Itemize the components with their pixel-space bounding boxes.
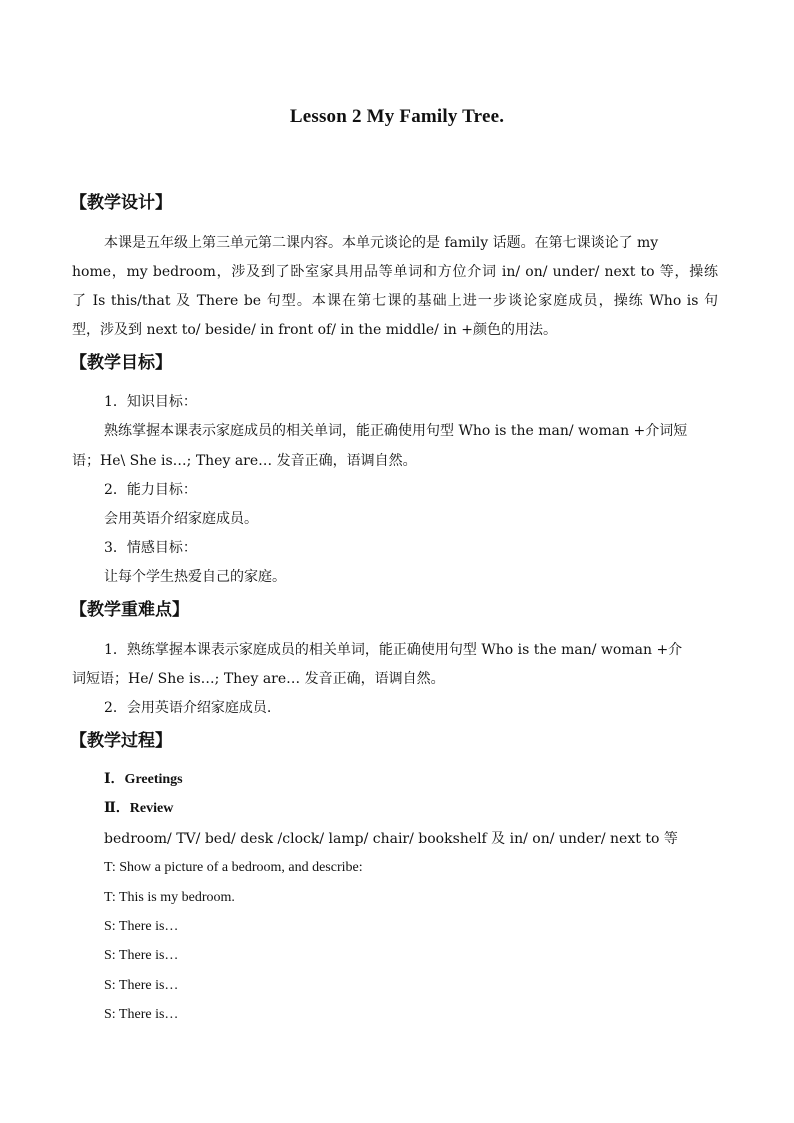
key-points-line-2: 词短语；He/ She is…; They are… 发音正确，语调自然。 xyxy=(72,671,445,687)
process-line-5: S: There is… xyxy=(104,948,179,963)
goals-line-2: 熟练掌握本课表示家庭成员的相关单词，能正确使用句型 Who is the man/ woman +介词短 xyxy=(104,423,688,439)
section-heading-design: 【教学设计】 xyxy=(70,193,172,213)
goals-line-4: 2．能力目标： xyxy=(104,482,197,498)
section-heading-process: 【教学过程】 xyxy=(70,731,172,751)
goals-line-6: 3．情感目标： xyxy=(104,540,197,556)
goals-line-3: 语；He\ She is…; They are… 发音正确，语调自然。 xyxy=(72,453,417,469)
section-heading-key-points: 【教学重难点】 xyxy=(70,600,189,620)
document-title: Lesson 2 My Family Tree. xyxy=(289,106,505,127)
section-heading-goals: 【教学目标】 xyxy=(70,353,172,373)
goals-line-5: 会用英语介绍家庭成员。 xyxy=(104,511,258,527)
process-line-3: T: This is my bedroom. xyxy=(104,890,235,905)
design-line-4: 型，涉及到 next to/ beside/ in front of/ in the middle/ in +颜色的用法。 xyxy=(72,322,557,338)
goals-line-7: 让每个学生热爱自己的家庭。 xyxy=(104,569,286,585)
goals-line-1: 1．知识目标： xyxy=(104,394,197,410)
design-line-1: 本课是五年级上第三单元第二课内容。本单元谈论的是 family 话题。在第七课谈论了 my xyxy=(104,235,659,251)
key-points-line-3: 2．会用英语介绍家庭成员. xyxy=(104,700,272,716)
design-line-3: 了 Is this/that 及 There be 句型。本课在第七课的基础上进一步谈论家庭成员，操练 Who is 句 xyxy=(72,293,718,309)
process-line-7: S: There is… xyxy=(104,1007,179,1022)
process-step-review: Ⅱ．Review xyxy=(104,801,174,816)
process-step-greetings: Ⅰ．Greetings xyxy=(104,772,183,787)
process-line-4: S: There is… xyxy=(104,919,179,934)
process-line-2: T: Show a picture of a bedroom, and describe: xyxy=(104,860,363,875)
key-points-line-1: 1．熟练掌握本课表示家庭成员的相关单词，能正确使用句型 Who is the man/ woman +介 xyxy=(104,642,683,658)
design-line-2: home，my bedroom，涉及到了卧室家具用品等单词和方位介词 in/ on/ under/ next to 等，操练 xyxy=(72,264,718,280)
process-line-6: S: There is… xyxy=(104,978,179,993)
process-line-1: bedroom/ TV/ bed/ desk /clock/ lamp/ chair/ bookshelf 及 in/ on/ under/ next to 等 xyxy=(104,831,678,847)
